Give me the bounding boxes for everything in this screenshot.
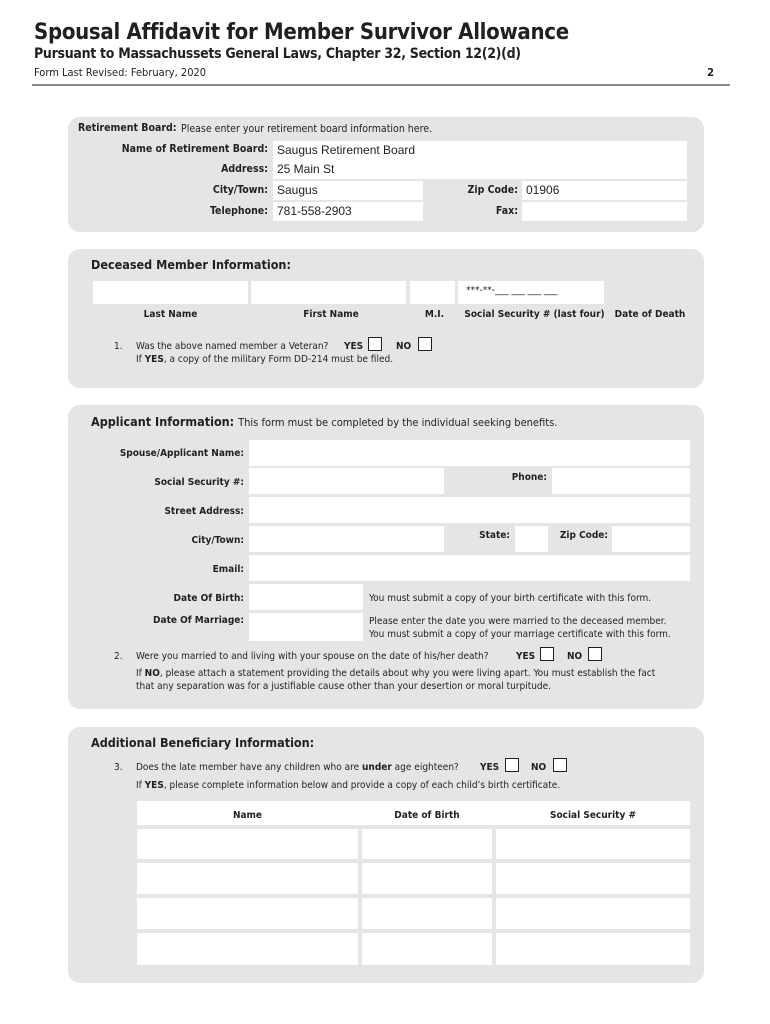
applicant-state-field[interactable] (515, 526, 548, 552)
q2-text: Were you married to and living with your spouse on the date of his/her death? (136, 651, 489, 662)
applicant-dob-field[interactable] (249, 584, 363, 610)
q2-note-line2: that any separation was for a justifiable cause other than your desertion or moral turpitude. (136, 681, 552, 692)
q1-number: 1. (114, 341, 123, 352)
applicant-dom-field[interactable] (249, 613, 363, 641)
header-divider (32, 84, 730, 86)
beneficiary-heading: Additional Beneficiary Information: (91, 735, 315, 750)
dom-note-1: Please enter the date you were married to the deceased member. (369, 616, 667, 627)
q3-note: If YES, please complete information below and provide a copy of each child’s birth certificate. (136, 780, 561, 791)
board-name-field[interactable]: Saugus Retirement Board (273, 141, 687, 160)
col-beneficiary-dob: Date of Birth (394, 810, 460, 821)
applicant-email-label: Email: (212, 564, 244, 575)
q1-yes-label: YES (344, 341, 364, 352)
applicant-dob-label: Date Of Birth: (173, 593, 244, 604)
applicant-ssn-field[interactable] (249, 468, 444, 494)
applicant-email-field[interactable] (249, 555, 690, 581)
applicant-street-label: Street Address: (164, 506, 244, 517)
q2-number: 2. (114, 651, 123, 662)
q1-note: If YES, a copy of the military Form DD-214 must be filed. (136, 354, 394, 365)
applicant-ssn-label: Social Security #: (154, 477, 244, 488)
q2-yes-label: YES (516, 651, 536, 662)
board-city-field[interactable]: Saugus (273, 181, 423, 200)
table-row[interactable] (137, 898, 690, 929)
q1-no-label: NO (396, 341, 412, 352)
dom-note-2: You must submit a copy of your marriage certificate with this form. (369, 629, 671, 640)
board-zip-field[interactable]: 01906 (522, 181, 687, 200)
board-fax-field[interactable] (522, 202, 687, 221)
applicant-state-label: State: (479, 530, 510, 541)
q3-yes-label: YES (480, 762, 500, 773)
dob-note: You must submit a copy of your birth certificate with this form. (369, 593, 652, 604)
board-phone-field[interactable]: 781-558-2903 (273, 202, 423, 221)
applicant-zip-field[interactable] (612, 526, 690, 552)
applicant-dom-label: Date Of Marriage: (153, 615, 244, 626)
q2-yes-checkbox[interactable] (540, 647, 554, 661)
col-beneficiary-name: Name (232, 810, 263, 821)
board-address-field[interactable]: 25 Main St (273, 160, 687, 179)
applicant-zip-label: Zip Code: (559, 530, 608, 541)
deceased-first-name-field[interactable] (251, 281, 406, 304)
q1-yes-checkbox[interactable] (368, 337, 382, 351)
table-row[interactable] (137, 933, 690, 965)
applicant-name-field[interactable] (249, 440, 690, 466)
table-row[interactable] (137, 829, 690, 859)
q3-no-checkbox[interactable] (553, 758, 567, 772)
page-number: 2 (707, 66, 714, 79)
form-title: Spousal Affidavit for Member Survivor Allowance (34, 20, 569, 45)
table-row[interactable] (137, 863, 690, 894)
form-subtitle: Pursuant to Massachussets General Laws, Chapter 32, Section 12(2)(d) (34, 46, 521, 62)
retirement-board-instruction: Please enter your retirement board information here. (181, 123, 433, 135)
q1-no-checkbox[interactable] (418, 337, 432, 351)
ssn-mask: ***-**-___ ___ ___ ___ (466, 285, 558, 296)
q3-yes-checkbox[interactable] (505, 758, 519, 772)
q1-text: Was the above named member a Veteran? (136, 341, 329, 352)
q3-number: 3. (114, 762, 123, 773)
deceased-last-name-field[interactable] (93, 281, 248, 304)
applicant-street-field[interactable] (249, 497, 690, 523)
board-name-label: Name of Retirement Board: (121, 143, 268, 155)
deceased-mi-field[interactable] (410, 281, 455, 304)
applicant-phone-label: Phone: (511, 472, 547, 483)
q2-no-label: NO (567, 651, 583, 662)
applicant-phone-field[interactable] (552, 468, 690, 494)
col-last-name: Last Name (143, 309, 198, 320)
retirement-board-heading: Retirement Board: (78, 122, 177, 134)
board-city-label: City/Town: (212, 184, 268, 196)
board-fax-label: Fax: (495, 205, 518, 217)
q2-no-checkbox[interactable] (588, 647, 602, 661)
q3-no-label: NO (531, 762, 547, 773)
applicant-city-label: City/Town: (191, 535, 244, 546)
col-date-of-death: Date of Death (614, 309, 686, 320)
q2-note-line1: If NO, please attach a statement providing the details about why you were living apart. You must establish the fact (136, 668, 656, 679)
col-first-name: First Name (303, 309, 359, 320)
deceased-heading: Deceased Member Information: (91, 257, 291, 272)
applicant-heading: Applicant Information: This form must be completed by the individual seeking benefits. (91, 414, 558, 429)
applicant-city-field[interactable] (249, 526, 444, 552)
board-zip-label: Zip Code: (467, 184, 518, 196)
applicant-name-label: Spouse/Applicant Name: (119, 448, 244, 459)
revision-date: Form Last Revised: February, 2020 (34, 66, 207, 79)
board-address-label: Address: (221, 163, 268, 175)
col-mi: M.I. (424, 309, 445, 320)
col-beneficiary-ssn: Social Security # (549, 810, 637, 821)
q3-text: Does the late member have any children who are under age eighteen? (136, 762, 459, 773)
col-ssn-last-four: Social Security # (last four) (464, 309, 605, 320)
board-phone-label: Telephone: (210, 205, 268, 217)
